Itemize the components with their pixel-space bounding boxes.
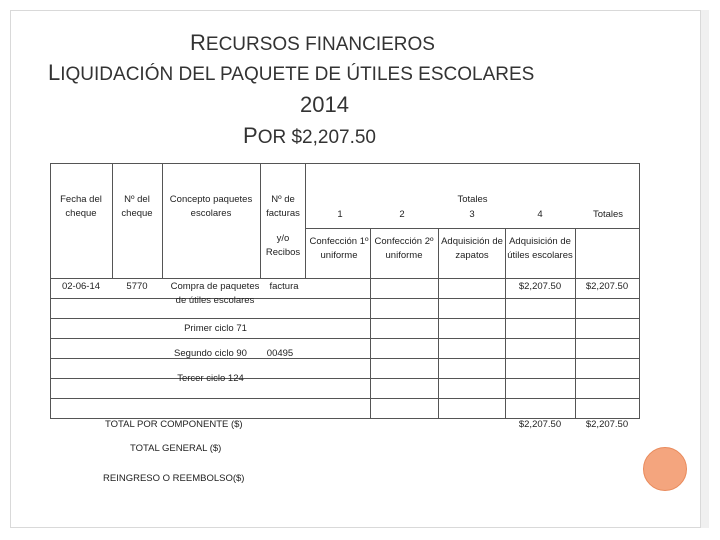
total-por-componente-label: TOTAL POR COMPONENTE ($) [105, 419, 243, 430]
title-line-1 [190, 30, 435, 56]
title-line-1-cap: R [190, 30, 206, 55]
table-border-right [639, 163, 640, 418]
row-concepto: Compra de paquetes de útiles escolares [170, 281, 260, 306]
header-col-3-desc: Adquisición de zapatos [441, 236, 503, 261]
table-col-divider [112, 163, 113, 278]
table-line-row [50, 378, 640, 379]
header-totales-group: Totales [457, 194, 488, 205]
header-num-facturas: Nº de facturas [266, 194, 300, 219]
table-line-row [50, 298, 640, 299]
row-col4-value: $2,207.50 [518, 281, 562, 292]
header-col-2-desc: Confección 2º uniforme [374, 236, 434, 261]
table-line-row [50, 358, 640, 359]
table-line-row [50, 338, 640, 339]
title-line-2 [48, 60, 534, 86]
table-col-divider [162, 163, 163, 278]
table-line-header-bottom [50, 278, 640, 279]
table-line-row [50, 318, 640, 319]
ciclo-segundo: Segundo ciclo 90 [174, 348, 247, 359]
title-line-1-rest: ECURSOS FINANCIEROS [205, 34, 435, 55]
table-border-left [50, 163, 51, 418]
table-body-divider [575, 278, 576, 418]
title-line-4-cap: P [243, 123, 258, 148]
table-col-divider [575, 228, 576, 278]
header-col-4: 4 [537, 209, 543, 220]
header-col-3: 3 [469, 209, 475, 220]
header-totales: Totales [592, 209, 624, 220]
header-col-1: 1 [337, 209, 343, 220]
reingreso-label: REINGRESO O REEMBOLSO($) [103, 473, 245, 484]
total-general-label: TOTAL GENERAL ($) [130, 443, 222, 454]
ciclo-primer: Primer ciclo 71 [184, 323, 247, 334]
row-num-cheque: 5770 [126, 281, 148, 292]
title-line-4-rest: OR $2,207.50 [257, 127, 376, 148]
row-factura: factura [269, 281, 299, 292]
header-yo-recibos: y/o Recibos [265, 233, 301, 258]
liquidation-table [50, 163, 640, 441]
total-por-componente-total: $2,207.50 [585, 419, 629, 430]
ciclo-tercer: Tercer ciclo 124 [177, 373, 244, 384]
header-fecha: Fecha del cheque [60, 194, 102, 219]
table-body-divider [505, 278, 506, 418]
table-body-divider [370, 278, 371, 418]
decorative-circle [643, 447, 687, 491]
table-line-header-sub [305, 228, 640, 229]
header-num-cheque: Nº del cheque [121, 194, 153, 219]
table-body-divider [438, 278, 439, 418]
row-total-value: $2,207.50 [585, 281, 629, 292]
title-line-2-cap: L [48, 60, 61, 85]
title-line-4 [243, 123, 376, 149]
table-line-row [50, 398, 640, 399]
header-col-2: 2 [399, 209, 405, 220]
title-line-3: 2014 [300, 92, 349, 117]
table-border-top [50, 163, 640, 164]
row-fecha: 02-06-14 [61, 281, 101, 292]
title-line-2-rest: IQUIDACIÓN DEL PAQUETE DE ÚTILES ESCOLARES [60, 64, 535, 85]
total-por-componente-col4: $2,207.50 [518, 419, 562, 430]
ciclo-segundo-num: 00495 [266, 348, 294, 359]
header-concepto: Concepto paquetes escolares [169, 194, 253, 219]
header-col-4-desc: Adquisición de útiles escolares [507, 236, 573, 261]
slide-side-bar [700, 10, 709, 528]
header-col-1-desc: Confección 1º uniforme [309, 236, 369, 261]
